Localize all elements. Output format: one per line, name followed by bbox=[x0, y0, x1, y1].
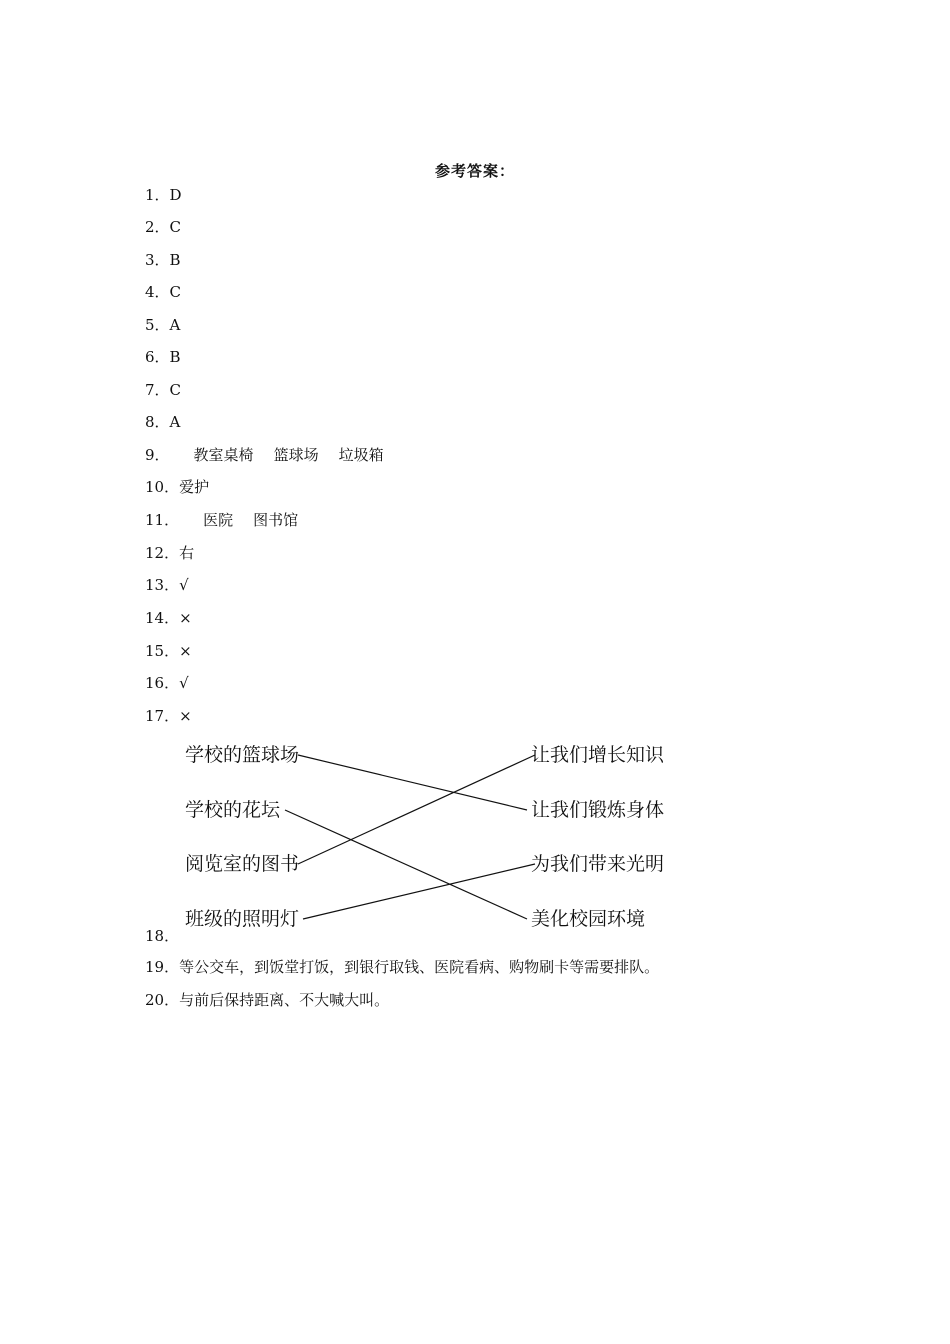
answer-number: 11． bbox=[145, 511, 180, 529]
match-line bbox=[285, 810, 527, 919]
answer-number: 1． bbox=[145, 186, 170, 204]
answer-number: 19． bbox=[145, 958, 180, 976]
answer-text: 等公交车，到饭堂打饭，到银行取钱、医院看病、购物刷卡等需要排队。 bbox=[179, 958, 660, 976]
answer-text: B bbox=[169, 251, 181, 269]
match-left-item: 学校的花坛 bbox=[185, 799, 281, 821]
answer-number: 15． bbox=[145, 642, 180, 660]
answer-text: 爱护 bbox=[179, 478, 210, 496]
answer-text: D bbox=[169, 186, 182, 204]
match-left-item: 班级的照明灯 bbox=[185, 908, 300, 930]
match-right-item: 让我们增长知识 bbox=[531, 744, 665, 766]
answer-text: × bbox=[179, 609, 192, 627]
answer-number: 3． bbox=[145, 251, 170, 269]
match-left-item: 阅览室的图书 bbox=[185, 853, 300, 875]
answer-number: 13． bbox=[145, 576, 180, 594]
answer-text: × bbox=[179, 642, 192, 660]
match-line bbox=[298, 755, 535, 864]
answer-number: 16． bbox=[145, 674, 180, 692]
answer-text: B bbox=[169, 348, 181, 366]
answer-number: 14． bbox=[145, 609, 180, 627]
answer-text: 与前后保持距离、不大喊大叫。 bbox=[179, 991, 390, 1009]
answer-number: 7． bbox=[145, 381, 170, 399]
match-line bbox=[303, 864, 535, 919]
answer-number: 12． bbox=[145, 544, 180, 562]
match-left-item: 学校的篮球场 bbox=[185, 744, 300, 766]
answer-number: 6． bbox=[145, 348, 170, 366]
answer-text: √ bbox=[179, 576, 189, 594]
answer-text: C bbox=[169, 218, 182, 236]
answer-blank: 教室桌椅 bbox=[193, 446, 254, 464]
answer-text: C bbox=[169, 381, 182, 399]
answer-number: 17． bbox=[145, 707, 180, 725]
answer-text: √ bbox=[179, 674, 189, 692]
answer-text: 右 bbox=[179, 544, 195, 562]
answer-number: 9． bbox=[145, 446, 170, 464]
answer-text: × bbox=[179, 707, 192, 725]
match-right-item: 为我们带来光明 bbox=[531, 853, 665, 875]
answer-number: 4． bbox=[145, 283, 170, 301]
page-title: 参考答案： bbox=[434, 162, 515, 180]
answer-number: 5． bbox=[145, 316, 170, 334]
answer-text: A bbox=[169, 413, 181, 431]
answer-number: 2． bbox=[145, 218, 170, 236]
answer-blank: 垃圾箱 bbox=[338, 446, 384, 464]
answer-number: 18． bbox=[145, 927, 180, 945]
answer-number: 10． bbox=[145, 478, 180, 496]
match-line bbox=[298, 755, 527, 810]
match-right-item: 让我们锻炼身体 bbox=[531, 799, 665, 821]
answer-text: C bbox=[169, 283, 182, 301]
answer-blank: 医院 bbox=[203, 511, 234, 529]
answer-number: 20． bbox=[145, 991, 180, 1009]
match-right-item: 美化校园环境 bbox=[531, 908, 646, 930]
answer-blank: 图书馆 bbox=[253, 511, 299, 529]
answer-number: 8． bbox=[145, 413, 170, 431]
answer-text: A bbox=[169, 316, 181, 334]
answer-blank: 篮球场 bbox=[273, 446, 319, 464]
